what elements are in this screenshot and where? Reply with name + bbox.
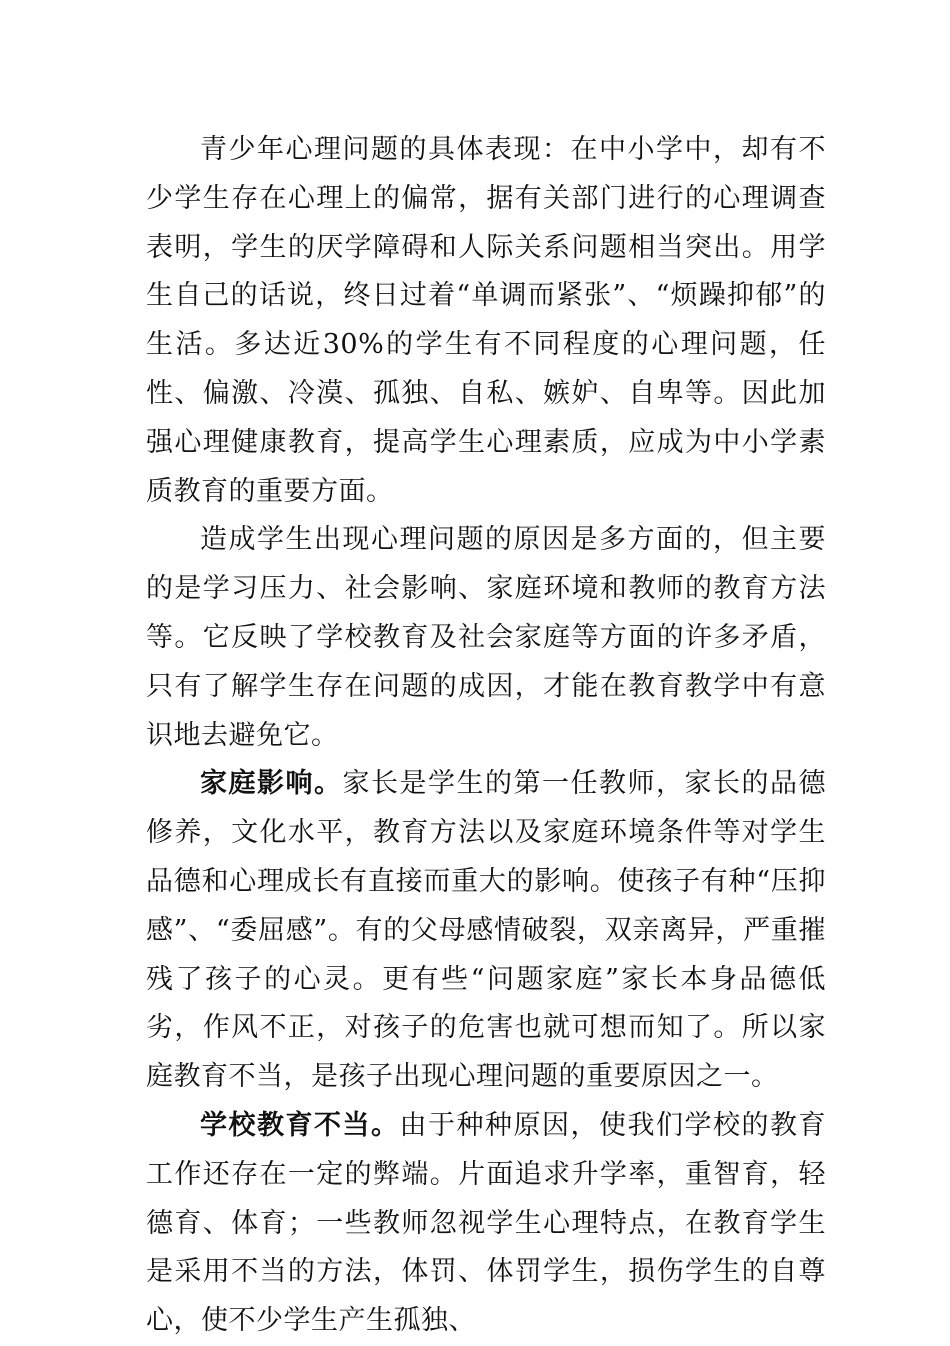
paragraph-text: 青少年心理问题的具体表现：在中小学中，却有不少学生存在心理上的偏常，据有关部门进行的心理调查表明，学生的厌学障碍和人际关系问题相当突出。用学生自己的话说，终日过着“单调而紧张”、“烦躁抑郁”的生活。多达近30%的学生有不同程度的心理问题，任性、偏激、冷漠、孤独、自私、嫉妒、自卑等。因此加强心理健康教育，提高学生心理素质，应成为中小学素质教育的重要方面。 [146,134,826,507]
paragraph-causes-overview [146,516,826,760]
paragraph-lead-heading: 学校教育不当。 [200,1109,400,1141]
paragraph-mental-problems-manifestation [146,126,826,516]
paragraph-text: 造成学生出现心理问题的原因是多方面的，但主要的是学习压力、社会影响、家庭环境和教师的教育方法等。它反映了学校教育及社会家庭等方面的许多矛盾，只有了解学生存在问题的成因，才能在教育教学中有意识地去避免它。 [146,524,826,751]
paragraph-lead-heading: 家庭影响。 [200,768,343,800]
paragraph-school-education [146,1102,826,1346]
paragraph-text: 家长是学生的第一任教师，家长的品德修养，文化水平，教育方法以及家庭环境条件等对学生品德和心理成长有直接而重大的影响。使孩子有种“压抑感”、“委屈感”。有的父母感情破裂，双亲离异，严重摧残了孩子的心灵。更有些“问题家庭”家长本身品德低劣，作风不正，对孩子的危害也就可想而知了。所以家庭教育不当，是孩子出现心理问题的重要原因之一。 [146,768,826,1093]
paragraph-family-influence [146,760,826,1102]
document-body [146,126,826,1346]
paragraph-text: 由于种种原因，使我们学校的教育工作还存在一定的弊端。片面追求升学率，重智育，轻德育、体育；一些教师忽视学生心理特点，在教育学生是采用不当的方法，体罚、体罚学生，损伤学生的自尊心，使不少学生产生孤独、 [146,1109,826,1337]
